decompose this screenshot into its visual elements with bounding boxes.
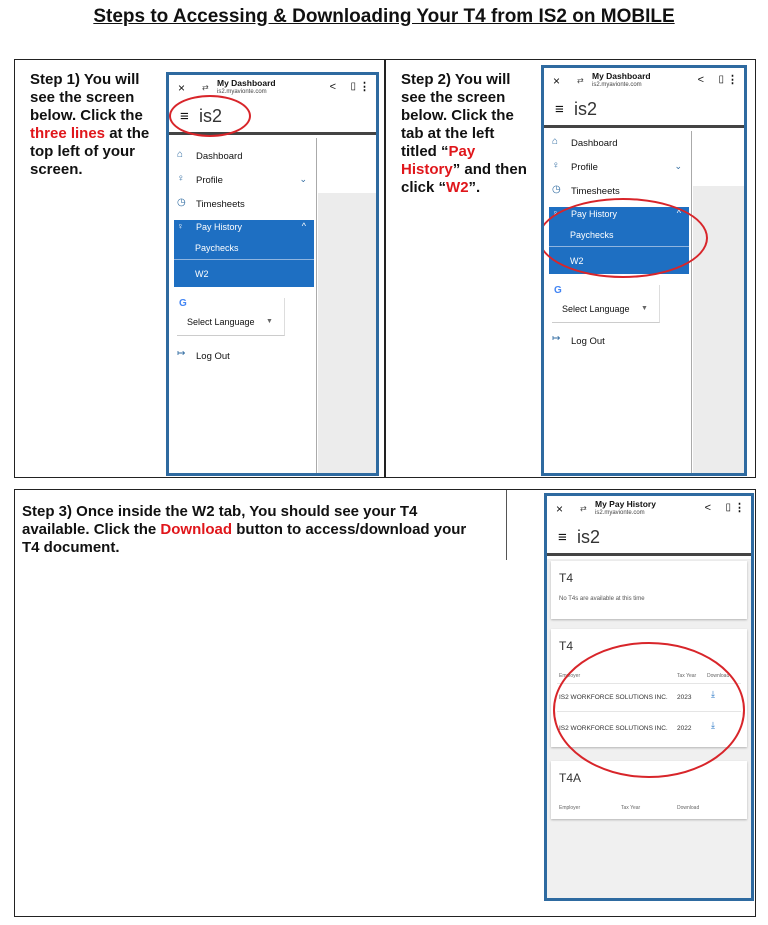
col-header-employer: Employer (559, 673, 581, 679)
nav-item-profile[interactable]: ♀ Profile ⌄ (552, 160, 682, 173)
nav-item-log-out[interactable]: ↦ Log Out (552, 333, 605, 347)
step2-highlight-pay-history: Pay History (401, 143, 476, 178)
step2-panel (385, 59, 756, 478)
step3-instruction: Step 3) Once inside the W2 tab, You should see your T4 available. Click the Download button to access/download your T4 document. (22, 503, 467, 556)
step2-instruction: Step 2) You will see the screen below. Click the tab at the left titled “Pay History” and then click “W2”. (401, 71, 527, 196)
nav-pay-history-group (174, 220, 314, 287)
google-icon: G (554, 285, 562, 296)
nav-item-pay-history[interactable]: ♀ Pay History ^ (552, 208, 681, 219)
page-backdrop (693, 131, 744, 473)
close-icon[interactable]: × (178, 81, 186, 95)
phone-screenshot-2 (541, 65, 747, 476)
person-icon: ♀ (552, 208, 559, 218)
clock-icon: ◷ (552, 184, 561, 195)
browser-url: is2.myavionte.com (595, 510, 645, 516)
col-header-tax-year: Tax Year (621, 805, 641, 811)
browser-url: is2.myavionte.com (592, 82, 642, 88)
nav-item-pay-history[interactable]: ♀ Pay History ^ (177, 221, 306, 232)
nav-item-log-out[interactable]: ↦ Log Out (177, 348, 230, 362)
phone-screenshot-1 (166, 72, 379, 476)
nav-item-profile[interactable]: ♀ Profile ⌄ (177, 173, 307, 186)
more-icon[interactable]: ⋮ (727, 74, 738, 86)
highlight-circle (541, 198, 708, 278)
step3-panel (14, 489, 756, 917)
home-icon: ⌂ (177, 149, 184, 160)
tune-icon[interactable]: ⇄ (202, 83, 209, 92)
language-selector[interactable]: G Select Language ▼ (552, 285, 660, 323)
more-icon[interactable]: ⋮ (359, 81, 370, 93)
brand-name: is2 (574, 99, 598, 119)
step2-highlight-w2: W2 (446, 179, 469, 196)
col-header-download: Download (677, 805, 700, 811)
chevron-down-icon: ⌄ (299, 174, 307, 184)
nav-item-timesheets[interactable]: ◷ Timesheets (552, 184, 620, 197)
home-icon: ⌂ (552, 136, 559, 147)
bookmark-icon[interactable]: ▯ (725, 502, 731, 513)
browser-url: is2.myavionte.com (217, 89, 267, 95)
browser-title: My Dashboard (217, 78, 276, 88)
bookmark-icon[interactable]: ▯ (350, 81, 356, 92)
empty-note: No T4s are available at this time (559, 596, 645, 602)
dropdown-arrow-icon: ▼ (641, 305, 648, 312)
t4-row-employer: IS2 WORKFORCE SOLUTIONS INC. (559, 725, 668, 732)
divider (506, 490, 507, 560)
step3-highlight-download: Download (160, 521, 233, 538)
app-bar (547, 523, 751, 556)
nav-item-w2[interactable]: W2 (195, 269, 209, 279)
highlight-circle (553, 642, 745, 778)
phone-screenshot-3 (544, 493, 754, 901)
dropdown-arrow-icon: ▼ (266, 318, 273, 325)
nav-item-dashboard[interactable]: ⌂ Dashboard (552, 136, 618, 149)
menu-icon[interactable]: ≡ (555, 101, 564, 118)
tune-icon[interactable]: ⇄ (580, 504, 587, 513)
menu-icon[interactable]: ≡ (180, 108, 189, 125)
download-icon[interactable]: ⤓ (711, 720, 715, 730)
app-bar (544, 95, 744, 128)
t4-row-year: 2023 (677, 694, 692, 701)
browser-bar (547, 496, 751, 523)
card-title: T4 (559, 571, 574, 585)
nav-item-paychecks[interactable]: Paychecks (195, 243, 239, 253)
menu-icon[interactable]: ≡ (558, 529, 567, 546)
step1-lead: Step 1) You will see the screen below. Click the (30, 71, 143, 124)
brand-name: is2 (199, 106, 223, 126)
chevron-down-icon: ⌄ (674, 161, 682, 171)
nav-drawer (169, 138, 317, 473)
t4-row-year: 2022 (677, 725, 692, 732)
highlight-circle (169, 95, 251, 137)
language-selector[interactable]: G Select Language ▼ (177, 298, 285, 336)
tune-icon[interactable]: ⇄ (577, 76, 584, 85)
bookmark-icon[interactable]: ▯ (718, 74, 724, 85)
t4-row-employer: IS2 WORKFORCE SOLUTIONS INC. (559, 694, 668, 701)
browser-title: My Dashboard (592, 71, 651, 81)
close-icon[interactable]: × (556, 502, 564, 516)
browser-title: My Pay History (595, 499, 656, 509)
brand-name: is2 (577, 527, 601, 547)
col-header-tax-year: Tax Year (677, 673, 697, 679)
step1-panel (14, 59, 385, 478)
page-backdrop (318, 138, 376, 473)
clock-icon: ◷ (177, 197, 186, 208)
person-icon: ♀ (177, 221, 184, 231)
step1-tail: at the top left of your screen. (30, 125, 150, 178)
chevron-up-icon: ^ (676, 208, 681, 218)
share-icon[interactable]: < (697, 74, 704, 86)
document-title: Steps to Accessing & Downloading Your T4 from IS2 on MOBILE (93, 6, 675, 27)
google-icon: G (179, 298, 187, 309)
card-title: T4A (559, 771, 582, 785)
browser-bar (544, 68, 744, 95)
nav-item-paychecks[interactable]: Paychecks (570, 230, 614, 240)
t4-empty-card (551, 561, 747, 619)
download-icon[interactable]: ⤓ (711, 689, 715, 699)
nav-item-dashboard[interactable]: ⌂ Dashboard (177, 149, 243, 162)
col-header-download: Download (707, 673, 730, 679)
col-header-employer: Employer (559, 805, 581, 811)
logout-icon: ↦ (177, 348, 186, 359)
step1-instruction (30, 71, 165, 179)
nav-drawer (544, 131, 692, 473)
more-icon[interactable]: ⋮ (734, 502, 745, 514)
card-title: T4 (559, 639, 574, 653)
nav-item-timesheets[interactable]: ◷ Timesheets (177, 197, 245, 210)
logout-icon: ↦ (552, 333, 561, 344)
share-icon[interactable]: < (704, 502, 711, 514)
share-icon[interactable]: < (329, 81, 336, 93)
chevron-up-icon: ^ (301, 221, 306, 231)
close-icon[interactable]: × (553, 74, 561, 88)
step1-highlight: three lines (30, 125, 106, 142)
nav-item-w2[interactable]: W2 (570, 256, 584, 266)
person-icon: ♀ (177, 173, 185, 184)
person-icon: ♀ (552, 160, 560, 171)
